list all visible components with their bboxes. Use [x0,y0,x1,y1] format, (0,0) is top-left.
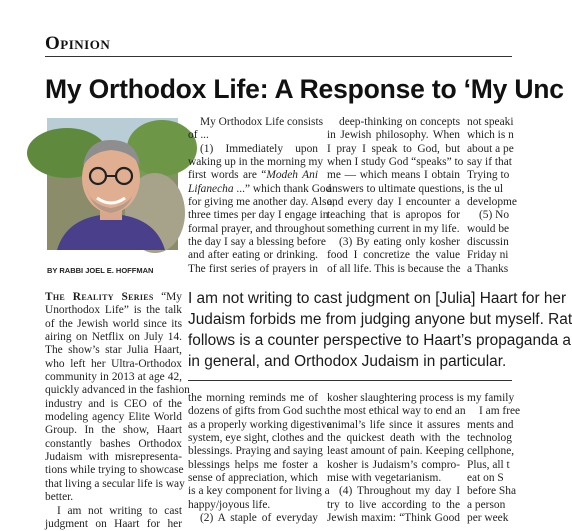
text-line: (4) Throughout my day I [339,485,460,498]
text-line: Judaism with misrepresenta- [45,451,182,464]
text-line: in Jewish philosophy. When [327,129,460,142]
text-line: a Thanks [467,262,509,275]
text-line: of all life. This is because the [327,262,461,275]
text-line: The first series of prayers in [188,262,318,275]
text-line: dozens of gifts from God such [188,405,327,418]
text-line: kosher slaughtering process is [327,392,464,404]
text-line: would be [467,222,510,235]
text-line: sense of appreciation, which [188,472,318,485]
text-line: that living a secular life is way [45,477,185,490]
section-label: Opinion [45,33,111,54]
text-line: which is n [467,129,514,142]
text-line: deep-thinking on concepts [339,116,460,128]
text-line: about a pe [467,142,514,155]
pull-quote [188,288,572,372]
text-line: blessings helps me foster a [188,458,318,471]
text-line: The show’s star Julia Haart, [45,344,182,357]
text-line: modeling agency Elite World [45,411,182,424]
text-line: first words are “Modeh Ani [188,169,318,182]
column-4-bottom [467,392,527,525]
text-line: say if that [467,156,512,169]
text-line: Unorthodox Life” is the talk [45,304,182,317]
column-3-bottom [327,392,466,525]
text-line: least amount of pain. Keeping [327,445,464,458]
text-line: answers to ultimate questions, [327,182,465,195]
text-line: my family [467,392,515,404]
text-line: Trying to [467,169,510,182]
text-line: (1) Immediately upon [200,142,318,155]
text-line: when I study God “speaks” to [327,156,464,169]
byline: BY RABBI JOEL E. HOFFMAN [47,266,154,275]
text-line: something current in my life. [327,222,460,235]
text-line: happy/joyous life. [188,498,271,511]
column-4-top [467,116,527,276]
text-line: I am not writing to cast [57,504,182,517]
column-left [45,291,190,530]
text-line: quickly advanced in the fashion [45,384,190,397]
text-line: per week [467,512,509,525]
lead-in: The Reality Series [45,291,154,303]
section-rule [45,56,512,57]
text-line: tions while trying to showcase [45,464,184,477]
text-line: I pray I speak to God, but [327,142,460,155]
text-line: is a key component for living a [188,485,330,498]
text-line: me — which means I obtain [327,169,460,182]
text-line: (2) A staple of everyday [200,512,318,525]
text-line: teaching that is apropos for [327,209,460,222]
text-line: the morning reminds me of [188,392,318,404]
text-line: (3) By eating only kosher [339,236,460,249]
text-line: airing on Netflix on July 14. [45,331,182,344]
text-line: the day I say a blessing before [188,236,326,249]
text-line: ments and [467,418,514,431]
text-line: waking up in the morning my [188,156,324,169]
text-line: better. [45,491,74,504]
text-line: not speaki [467,116,514,128]
text-line: the quickest death with the [327,432,460,445]
pull-quote-line: I am not writing to cast judgment on [Julia] Haart for her [188,290,567,307]
pull-quote-rule [188,380,512,381]
text-line: and after eating or drinking. [188,249,318,262]
text-line: Group. In the show, Haart [45,424,182,437]
text-line: for giving me another day. Also, [188,196,335,209]
lead-line: The Reality Series “My [45,291,182,303]
headline: My Orthodox Life: A Response to ‘My Unc [45,74,564,104]
text-line: Jewish maxim: “Think Good [327,512,460,525]
text-line: formal prayer, and throughout [188,222,325,235]
text-line: constantly bashes Orthodox [45,437,182,450]
text-line: Lifanecha ...” which thank God [188,182,332,195]
text-line: cellphone, [467,445,515,458]
text-line: try to live according to the [327,498,460,511]
text-line: as a properly working digestive [188,418,332,431]
author-portrait-image [47,118,178,250]
pull-quote-line: Judaism forbids me from judging anyone but myself. Rat [188,311,572,328]
text-line: of ... [188,129,209,142]
text-line: three times per day I engage in [188,209,329,222]
text-line: a person [467,498,506,511]
pull-quote-line: follows is a counter perspective to Haart’s propaganda a [188,332,571,349]
text-line: blessings. Praying and saying [188,445,323,458]
text-line: who left her Ultra-Orthodox [45,357,182,370]
text-line: of the Jewish world since its [45,317,182,330]
text-line: I am free [479,405,521,418]
text-line: technolog [467,432,512,445]
column-2-bottom [188,392,332,525]
text-line: eat on S [467,472,504,485]
text-line: industry and is CEO of the [45,397,182,410]
text-line: My Orthodox Life consists [200,116,324,128]
column-3-top [327,116,465,276]
text-line: animal’s life since it assures [327,418,460,431]
text-line: before Sha [467,485,517,498]
author-photo [47,118,178,250]
column-2-top [188,116,335,276]
text-line: (5) No [479,209,510,222]
text-line: the most ethical way to end an [327,405,466,418]
pull-quote-line: in general, and Orthodox Judaism in particular. [188,353,507,370]
text-line: mise with vegetarianism. [327,472,442,485]
text-line: system, eye sight, clothes and [188,432,324,445]
text-line: and every day I encounter a [327,196,460,209]
text-line: is the ul [467,182,504,195]
text-line: discussin [467,236,509,249]
text-line: Friday ni [467,249,509,262]
text-line: kosher is Judaism’s compro- [327,458,460,471]
text-line: judgment on Haart for her [45,517,182,530]
text-line: community in 2013 at age 42, [45,371,182,384]
text-line: food I concretize the value [327,249,460,262]
text-line: Plus, all t [467,458,510,471]
text-line: developme [467,196,517,209]
